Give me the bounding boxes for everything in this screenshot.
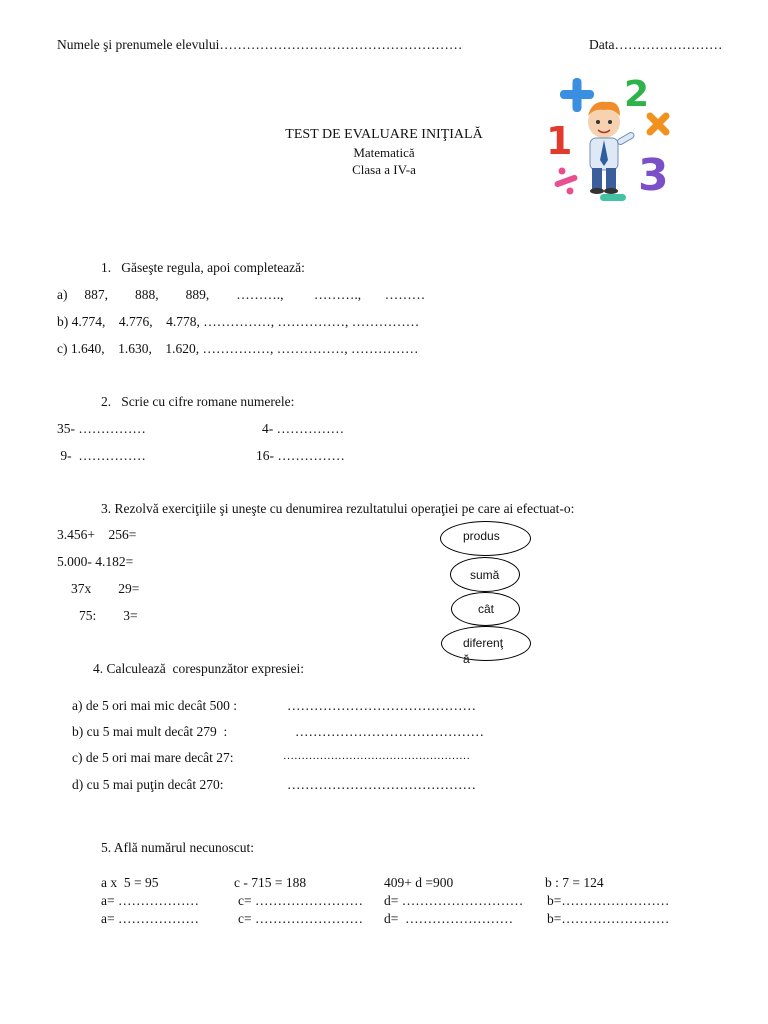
digit-one-icon: 1 (546, 119, 573, 163)
term-cat-label: cât (478, 602, 495, 616)
q5-eq-a: a x 5 = 95 (101, 875, 159, 890)
q4-item-a: a) de 5 ori mai mic decât 500 : (72, 698, 237, 713)
term-produs-label: produs (463, 529, 500, 543)
times-icon (650, 116, 666, 132)
q5-b-answer-1[interactable]: b=…………………… (547, 893, 670, 908)
term-produs[interactable] (440, 521, 531, 556)
q3-exercise-diff: 5.000- 4.182= (57, 554, 134, 569)
q5-d-answer-2[interactable]: d= …………………… (384, 911, 514, 926)
q3-exercise-sum: 3.456+ 256= (57, 527, 137, 542)
test-grade: Clasa a IV-a (352, 162, 416, 177)
q4-blank-d[interactable]: …………………………………… (287, 777, 476, 792)
digit-two-icon: 2 (624, 74, 650, 115)
q5-eq-c: c - 715 = 188 (234, 875, 307, 890)
q2-item-9[interactable]: 9- …………… (57, 448, 146, 463)
test-subject: Matematică (353, 145, 415, 160)
test-title: TEST DE EVALUARE INIŢIALĂ (285, 127, 483, 142)
term-suma-label: sumă (470, 568, 500, 582)
term-diferenta[interactable] (441, 626, 531, 666)
q5-a-answer-2[interactable]: a= ……………… (101, 911, 199, 926)
q2-item-16[interactable]: 16- …………… (256, 448, 345, 463)
plus-icon (560, 78, 594, 112)
q4-item-d: d) cu 5 mai puţin decât 270: (72, 777, 224, 792)
minus-icon (600, 194, 626, 201)
term-diferenta-label: diferenţ (463, 636, 504, 650)
q4-heading: 4. Calculează corespunzător expresiei: (93, 661, 305, 676)
q2-item-4[interactable]: 4- …………… (262, 421, 345, 436)
q5-eq-d: 409+ d =900 (384, 875, 454, 890)
q4-item-b: b) cu 5 mai mult decât 279 : (72, 724, 228, 739)
q5-c-answer-1[interactable]: c= …………………… (238, 893, 363, 908)
date-line[interactable]: Data…………………… (589, 37, 723, 52)
q4-blank-a[interactable]: …………………………………… (287, 698, 476, 713)
q5-heading: 5. Află numărul necunoscut: (101, 840, 254, 855)
q3-exercise-quotient: 75: 3= (79, 608, 138, 623)
q1-row-a[interactable]: a) 887, 888, 889, ………., ………., ……… (57, 287, 426, 302)
q4-blank-c[interactable]: …………………………………………… (283, 750, 470, 762)
term-diferenta-label-wrap: ă (463, 652, 470, 666)
q5-eq-b: b : 7 = 124 (545, 875, 604, 890)
term-cat[interactable] (451, 592, 520, 626)
student-name-line[interactable]: Numele şi prenumele elevului……………………………………………… (57, 37, 463, 52)
divide-icon (554, 168, 579, 195)
q2-item-35[interactable]: 35- …………… (57, 421, 146, 436)
q1-row-b[interactable]: b) 4.774, 4.776, 4.778, ……………, ……………, …………… (57, 314, 420, 329)
math-boy-illustration (540, 70, 680, 210)
digit-three-icon: 3 (638, 150, 669, 201)
q2-heading: 2. Scrie cu cifre romane numerele: (101, 394, 295, 409)
q5-b-answer-2[interactable]: b=…………………… (547, 911, 670, 926)
q4-blank-b[interactable]: …………………………………… (295, 724, 484, 739)
term-suma[interactable] (450, 557, 520, 592)
q5-a-answer-1[interactable]: a= ……………… (101, 893, 199, 908)
q3-heading: 3. Rezolvă exerciţiile şi uneşte cu denumirea rezultatului operaţiei pe care ai efectuat-o: (101, 501, 575, 516)
q5-c-answer-2[interactable]: c= …………………… (238, 911, 363, 926)
q1-heading: 1. Găseşte regula, apoi completează: (101, 260, 305, 275)
q3-exercise-product: 37x 29= (71, 581, 140, 596)
q4-item-c: c) de 5 ori mai mare decât 27: (72, 750, 234, 765)
q1-row-c[interactable]: c) 1.640, 1.630, 1.620, ……………, ……………, …………… (57, 341, 419, 356)
q5-d-answer-1[interactable]: d= ……………………… (384, 893, 524, 908)
boy-icon (588, 102, 635, 194)
